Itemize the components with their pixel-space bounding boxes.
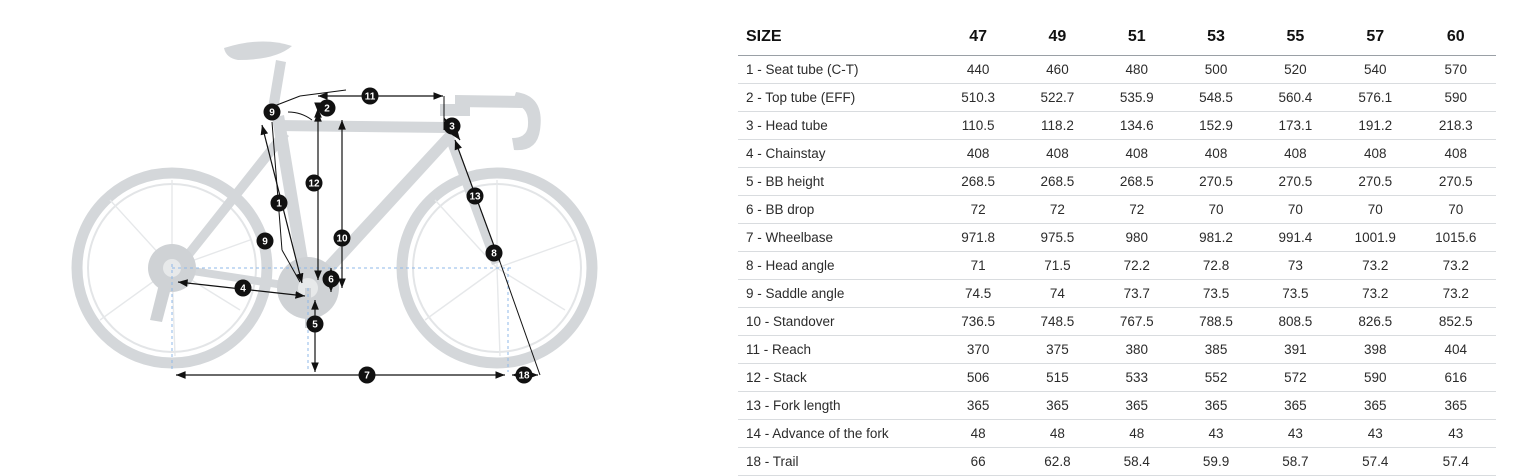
row-value: 506 <box>938 364 1017 392</box>
row-value: 365 <box>1415 392 1496 420</box>
row-value: 408 <box>1176 140 1255 168</box>
row-value: 991.4 <box>1256 224 1335 252</box>
row-value: 365 <box>1097 392 1176 420</box>
row-value: 43 <box>1256 420 1335 448</box>
bike-geometry-diagram <box>0 0 730 472</box>
row-label: 8 - Head angle <box>738 252 938 280</box>
row-value: 48 <box>1097 420 1176 448</box>
row-value: 73.5 <box>1176 280 1255 308</box>
row-label: 6 - BB drop <box>738 196 938 224</box>
row-value: 365 <box>1335 392 1415 420</box>
row-value: 43 <box>1415 420 1496 448</box>
row-value: 73.2 <box>1415 252 1496 280</box>
callout-6-label: 6 <box>328 274 334 286</box>
row-value: 74 <box>1018 280 1097 308</box>
row-value: 48 <box>1018 420 1097 448</box>
row-value: 48 <box>938 420 1017 448</box>
row-value: 268.5 <box>938 168 1017 196</box>
callout-1-label: 1 <box>276 198 282 210</box>
callout-2-label: 2 <box>324 103 330 115</box>
row-value: 365 <box>1018 392 1097 420</box>
row-label: 4 - Chainstay <box>738 140 938 168</box>
row-value: 365 <box>1256 392 1335 420</box>
row-value: 58.4 <box>1097 448 1176 476</box>
row-value: 576.1 <box>1335 84 1415 112</box>
row-value: 72 <box>938 196 1017 224</box>
row-value: 370 <box>938 336 1017 364</box>
row-value: 43 <box>1176 420 1255 448</box>
row-value: 70 <box>1256 196 1335 224</box>
row-value: 73.2 <box>1335 252 1415 280</box>
row-value: 43 <box>1335 420 1415 448</box>
table-body <box>738 56 1496 476</box>
row-value: 72 <box>1018 196 1097 224</box>
row-value: 808.5 <box>1256 308 1335 336</box>
row-value: 218.3 <box>1415 112 1496 140</box>
geometry-table-pane <box>730 0 1522 472</box>
row-value: 191.2 <box>1335 112 1415 140</box>
callout-9-top-label: 9 <box>269 107 275 119</box>
row-value: 510.3 <box>938 84 1017 112</box>
callout-6 <box>323 271 340 288</box>
table-row <box>738 112 1496 140</box>
callout-5 <box>307 316 324 333</box>
bike-diagram-svg <box>0 0 730 472</box>
header-size-60: 60 <box>1415 22 1496 56</box>
table-row <box>738 448 1496 476</box>
row-value: 71 <box>938 252 1017 280</box>
row-value: 572 <box>1256 364 1335 392</box>
header-size-label: SIZE <box>738 22 938 56</box>
row-value: 59.9 <box>1176 448 1255 476</box>
row-value: 520 <box>1256 56 1335 84</box>
row-value: 365 <box>1176 392 1255 420</box>
callout-3 <box>444 118 461 135</box>
row-value: 570 <box>1415 56 1496 84</box>
row-value: 72.8 <box>1176 252 1255 280</box>
row-value: 500 <box>1176 56 1255 84</box>
callout-11-label: 11 <box>364 91 376 103</box>
table-row <box>738 224 1496 252</box>
table-row <box>738 280 1496 308</box>
row-value: 270.5 <box>1176 168 1255 196</box>
row-value: 57.4 <box>1335 448 1415 476</box>
row-label: 18 - Trail <box>738 448 938 476</box>
callout-8-label: 8 <box>491 248 497 260</box>
row-value: 73.2 <box>1335 280 1415 308</box>
callout-9-bottom <box>257 233 274 250</box>
row-label: 14 - Advance of the fork <box>738 420 938 448</box>
row-value: 408 <box>938 140 1017 168</box>
callout-5-label: 5 <box>312 319 318 331</box>
row-value: 548.5 <box>1176 84 1255 112</box>
row-value: 540 <box>1335 56 1415 84</box>
row-value: 522.7 <box>1018 84 1097 112</box>
row-value: 152.9 <box>1176 112 1255 140</box>
table-row <box>738 420 1496 448</box>
row-label: 7 - Wheelbase <box>738 224 938 252</box>
row-value: 535.9 <box>1097 84 1176 112</box>
row-value: 380 <box>1097 336 1176 364</box>
row-value: 404 <box>1415 336 1496 364</box>
row-value: 173.1 <box>1256 112 1335 140</box>
table-row <box>738 56 1496 84</box>
row-value: 365 <box>938 392 1017 420</box>
row-label: 10 - Standover <box>738 308 938 336</box>
row-value: 73.7 <box>1097 280 1176 308</box>
row-value: 480 <box>1097 56 1176 84</box>
row-value: 73 <box>1256 252 1335 280</box>
callout-4-label: 4 <box>240 283 246 295</box>
table-row <box>738 364 1496 392</box>
row-value: 385 <box>1176 336 1255 364</box>
callout-18-label: 18 <box>518 370 530 382</box>
callout-2 <box>319 100 336 117</box>
row-value: 975.5 <box>1018 224 1097 252</box>
callout-7-label: 7 <box>364 370 370 382</box>
row-value: 74.5 <box>938 280 1017 308</box>
header-size-55: 55 <box>1256 22 1335 56</box>
row-value: 270.5 <box>1335 168 1415 196</box>
callout-13 <box>467 188 484 205</box>
table-row <box>738 252 1496 280</box>
row-value: 72.2 <box>1097 252 1176 280</box>
row-value: 980 <box>1097 224 1176 252</box>
callout-13-label: 13 <box>469 191 481 203</box>
header-size-47: 47 <box>938 22 1017 56</box>
row-value: 852.5 <box>1415 308 1496 336</box>
row-value: 66 <box>938 448 1017 476</box>
row-value: 981.2 <box>1176 224 1255 252</box>
callout-12-label: 12 <box>308 178 320 190</box>
row-value: 408 <box>1335 140 1415 168</box>
row-value: 134.6 <box>1097 112 1176 140</box>
row-value: 590 <box>1415 84 1496 112</box>
row-label: 13 - Fork length <box>738 392 938 420</box>
row-label: 12 - Stack <box>738 364 938 392</box>
table-row <box>738 392 1496 420</box>
row-value: 118.2 <box>1018 112 1097 140</box>
callout-4 <box>235 280 252 297</box>
row-label: 5 - BB height <box>738 168 938 196</box>
geometry-table <box>738 22 1496 476</box>
row-value: 62.8 <box>1018 448 1097 476</box>
table-header-row <box>738 22 1496 56</box>
row-value: 826.5 <box>1335 308 1415 336</box>
row-value: 270.5 <box>1415 168 1496 196</box>
row-value: 268.5 <box>1097 168 1176 196</box>
row-value: 1001.9 <box>1335 224 1415 252</box>
row-value: 788.5 <box>1176 308 1255 336</box>
row-value: 460 <box>1018 56 1097 84</box>
table-row <box>738 168 1496 196</box>
row-value: 408 <box>1415 140 1496 168</box>
table-row <box>738 140 1496 168</box>
row-value: 70 <box>1415 196 1496 224</box>
row-value: 391 <box>1256 336 1335 364</box>
row-value: 110.5 <box>938 112 1017 140</box>
header-size-51: 51 <box>1097 22 1176 56</box>
header-size-57: 57 <box>1335 22 1415 56</box>
callout-10 <box>334 230 351 247</box>
row-value: 408 <box>1018 140 1097 168</box>
row-value: 560.4 <box>1256 84 1335 112</box>
header-size-53: 53 <box>1176 22 1255 56</box>
row-value: 70 <box>1176 196 1255 224</box>
row-value: 58.7 <box>1256 448 1335 476</box>
row-value: 375 <box>1018 336 1097 364</box>
row-value: 440 <box>938 56 1017 84</box>
callout-1 <box>271 195 288 212</box>
row-value: 590 <box>1335 364 1415 392</box>
callout-3-label: 3 <box>449 121 455 133</box>
row-label: 3 - Head tube <box>738 112 938 140</box>
callout-8 <box>486 245 503 262</box>
table-row <box>738 308 1496 336</box>
row-value: 767.5 <box>1097 308 1176 336</box>
row-value: 70 <box>1335 196 1415 224</box>
row-value: 1015.6 <box>1415 224 1496 252</box>
row-value: 72 <box>1097 196 1176 224</box>
callout-11 <box>362 88 379 105</box>
bike-silhouette <box>77 41 592 363</box>
callout-9-top <box>264 104 281 121</box>
header-size-49: 49 <box>1018 22 1097 56</box>
row-value: 748.5 <box>1018 308 1097 336</box>
row-value: 268.5 <box>1018 168 1097 196</box>
row-value: 971.8 <box>938 224 1017 252</box>
callout-18 <box>516 367 533 384</box>
row-value: 408 <box>1097 140 1176 168</box>
table-head <box>738 22 1496 56</box>
row-value: 71.5 <box>1018 252 1097 280</box>
row-label: 11 - Reach <box>738 336 938 364</box>
row-value: 408 <box>1256 140 1335 168</box>
table-row <box>738 196 1496 224</box>
callout-10-label: 10 <box>336 233 348 245</box>
row-value: 398 <box>1335 336 1415 364</box>
row-value: 73.5 <box>1256 280 1335 308</box>
row-label: 1 - Seat tube (C-T) <box>738 56 938 84</box>
row-label: 2 - Top tube (EFF) <box>738 84 938 112</box>
row-value: 270.5 <box>1256 168 1335 196</box>
row-label: 9 - Saddle angle <box>738 280 938 308</box>
row-value: 552 <box>1176 364 1255 392</box>
row-value: 616 <box>1415 364 1496 392</box>
table-row <box>738 336 1496 364</box>
callout-12 <box>306 175 323 192</box>
row-value: 736.5 <box>938 308 1017 336</box>
callout-7 <box>359 367 376 384</box>
row-value: 57.4 <box>1415 448 1496 476</box>
row-value: 515 <box>1018 364 1097 392</box>
row-value: 73.2 <box>1415 280 1496 308</box>
callout-9-bottom-label: 9 <box>262 236 268 248</box>
row-value: 533 <box>1097 364 1176 392</box>
table-row <box>738 84 1496 112</box>
